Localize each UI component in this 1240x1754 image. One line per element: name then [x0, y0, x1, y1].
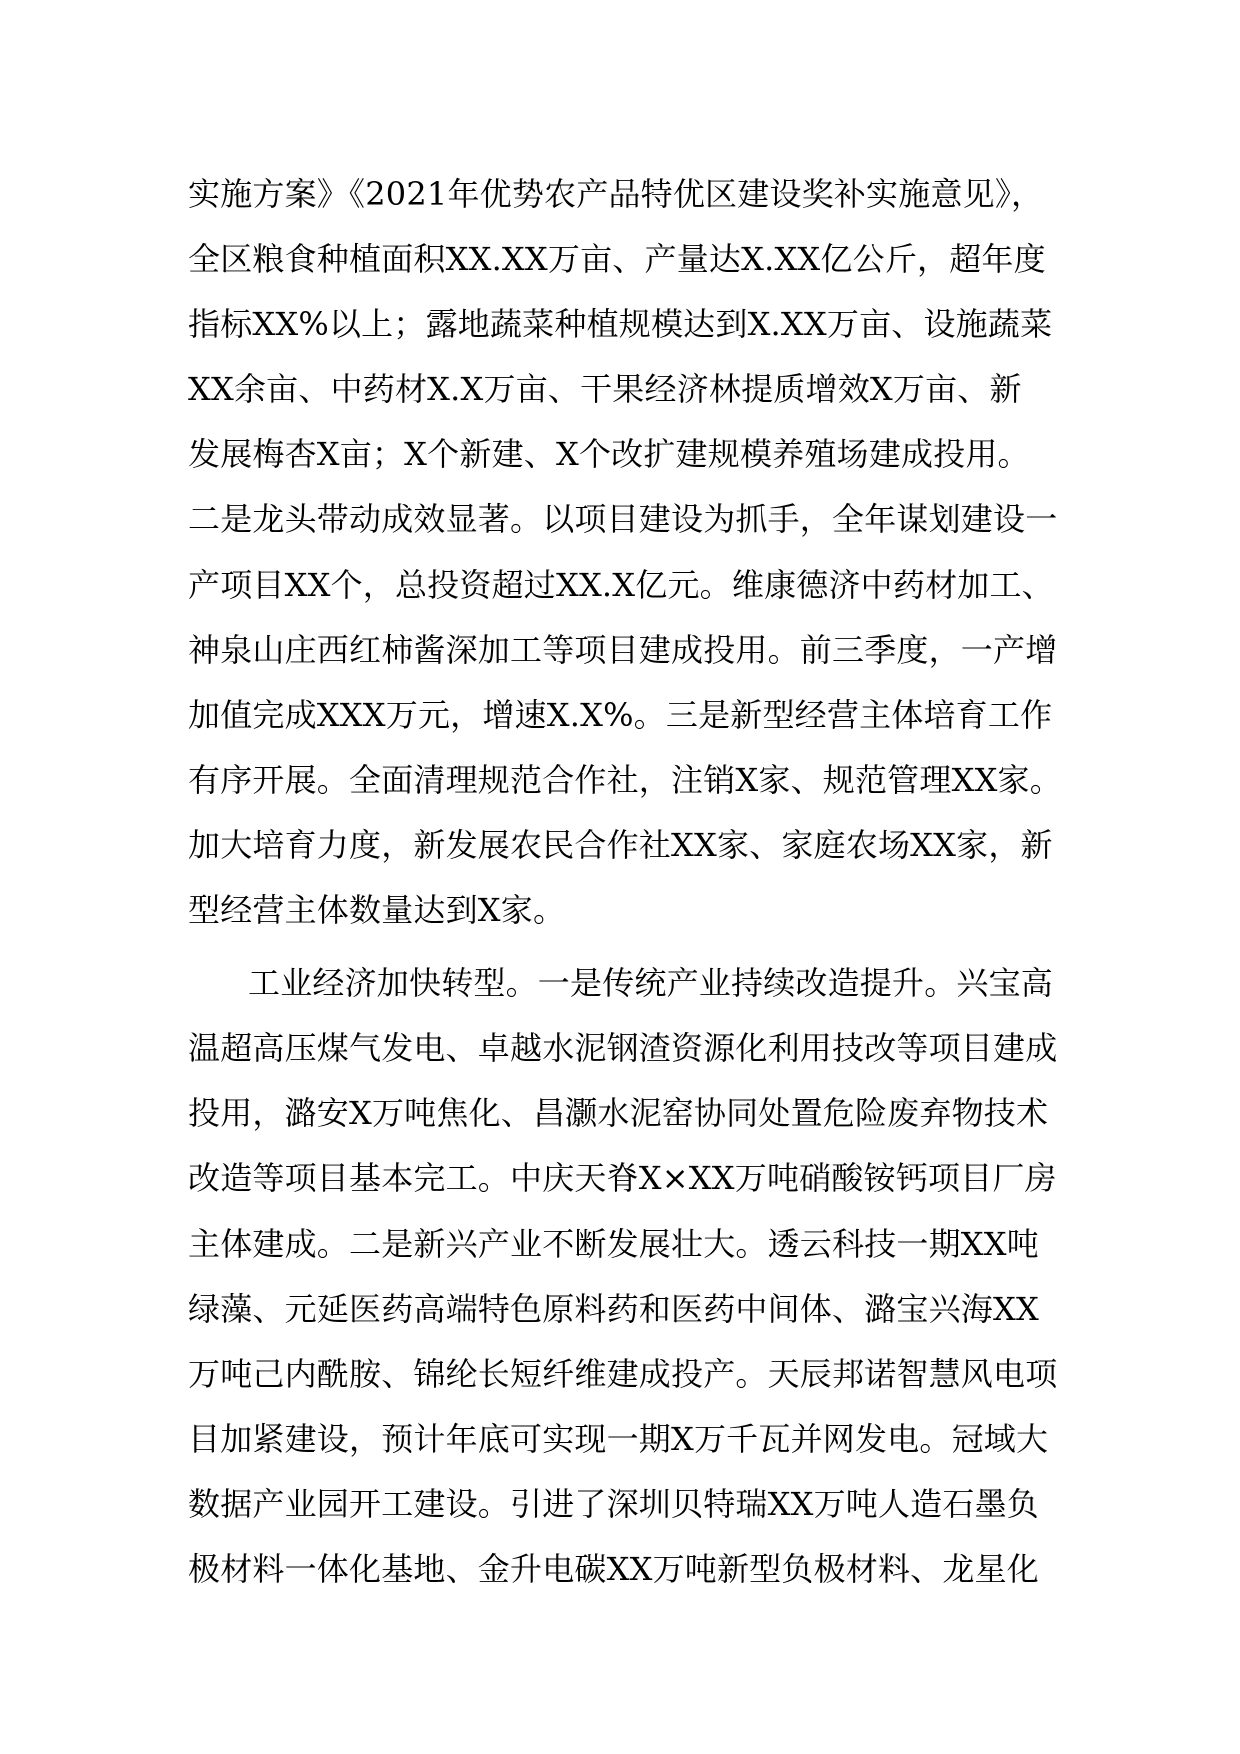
text-line: 有序开展。全面清理规范合作社，注销X家、规范管理XX家。 [188, 760, 1062, 799]
text-line: 实施方案》《2021年优势农产品特优区建设奖补实施意见》， [188, 175, 1044, 213]
text-line: 投用，潞安X万吨焦化、昌灏水泥窑协同处置危险废弃物技术 [188, 1094, 1049, 1133]
text-line: 指标XX%以上；露地蔬菜种植规模达到X.XX万亩、设施蔬菜 [188, 305, 1053, 344]
text-line: 加值完成XXX万元，增速X.X%。三是新型经营主体培育工作 [188, 695, 1053, 734]
text-line: 温超高压煤气发电、卓越水泥钢渣资源化利用技改等项目建成 [188, 1029, 1058, 1068]
paragraph-gap [188, 943, 1068, 951]
text-line: 数据产业园开工建设。引进了深圳贝特瑞XX万吨人造石墨负 [188, 1484, 1039, 1523]
text-line: 主体建成。二是新兴产业不断发展壮大。透云科技一期XX吨 [188, 1224, 1039, 1263]
text-line: 型经营主体数量达到X家。 [188, 891, 566, 930]
text-line: 神泉山庄西红柿酱深加工等项目建成投用。前三季度，一产增 [188, 630, 1058, 669]
text-line: 改造等项目基本完工。中庆天脊X×XX万吨硝酸铵钙项目厂房 [188, 1159, 1057, 1198]
paragraph-industry [188, 951, 1068, 1602]
text-line: XX余亩、中药材X.X万亩、干果经济林提质增效X万亩、新 [188, 370, 1022, 409]
text-line: 目加紧建设，预计年底可实现一期X万千瓦并网发电。冠域大 [188, 1419, 1049, 1458]
text-line: 极材料一体化基地、金升电碳XX万吨新型负极材料、龙星化 [188, 1549, 1039, 1588]
text-line: 产项目XX个，总投资超过XX.X亿元。维康德济中药材加工、 [188, 565, 1054, 604]
text-line: 万吨己内酰胺、锦纶长短纤维建成投产。天辰邦诺智慧风电项 [188, 1354, 1058, 1393]
text-line: 加大培育力度，新发展农民合作社XX家、家庭农场XX家，新 [188, 825, 1053, 864]
text-line: 全区粮食种植面积XX.XX万亩、产量达X.XX亿公斤，超年度 [188, 240, 1046, 279]
text-line: 发展梅杏X亩；X个新建、X个改扩建规模养殖场建成投用。 [188, 435, 1030, 474]
text-line: 二是龙头带动成效显著。以项目建设为抓手，全年谋划建设一 [188, 500, 1058, 539]
text-line-first: 工业经济加快转型。一是传统产业持续改造提升。兴宝高 [248, 964, 1054, 1003]
paragraph-agriculture [188, 162, 1068, 943]
document-page [188, 162, 1068, 1602]
text-line: 绿藻、元延医药高端特色原料药和医药中间体、潞宝兴海XX [188, 1289, 1039, 1328]
